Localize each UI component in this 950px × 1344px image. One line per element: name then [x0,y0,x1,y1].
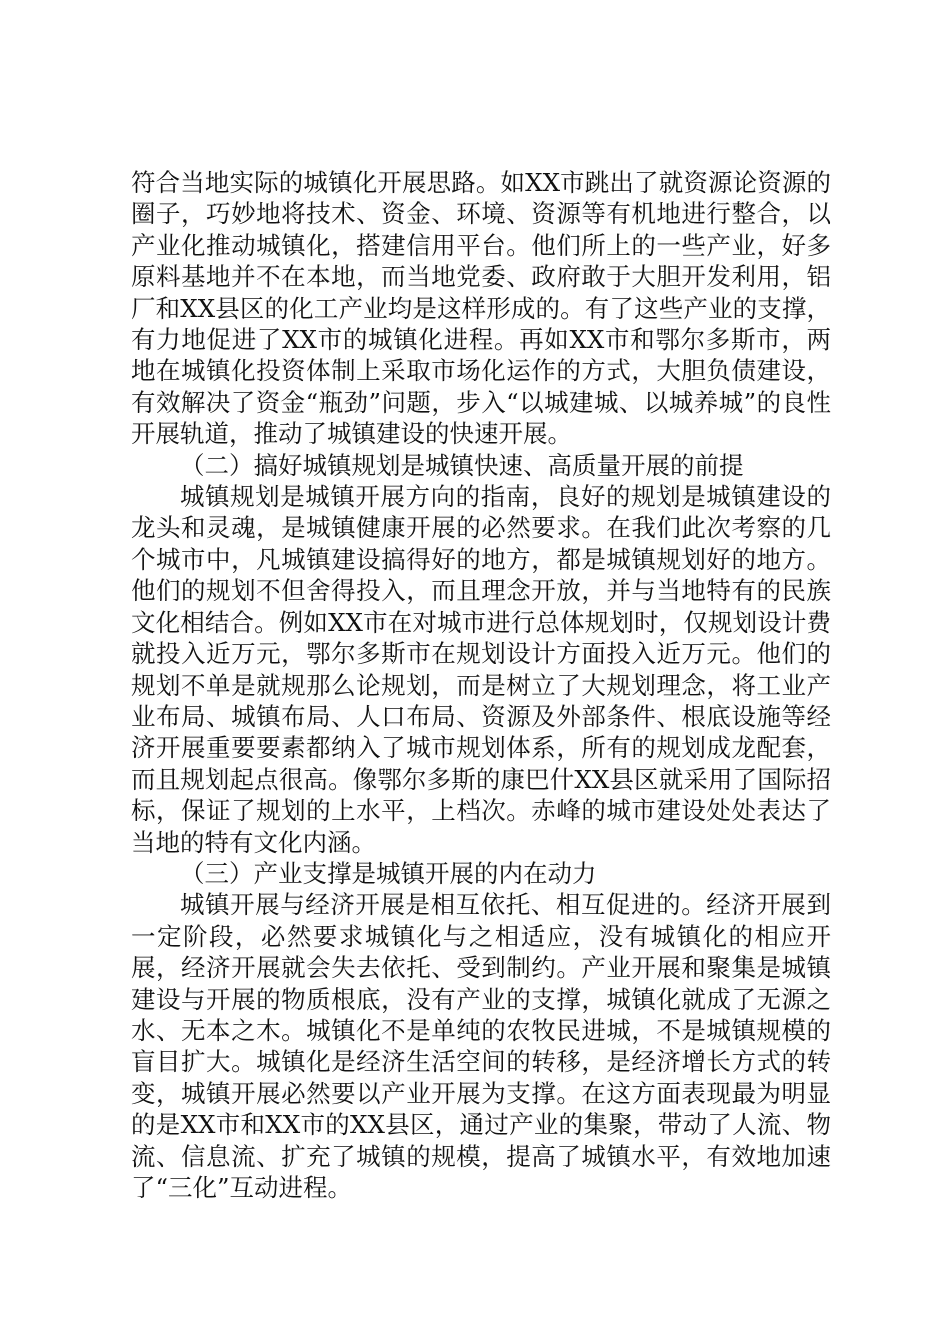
paragraph-industry-support: 城镇开展与经济开展是相互依托、相互促进的。经济开展到一定阶段，必然要求城镇化与之相适应，没有城镇化的相应开展，经济开展就会失去依托、受到制约。产业开展和聚集是城镇建设与开展的物质根底，没有产业的支撑，城镇化就成了无源之水、无本之木。城镇化不是单纯的农牧民进城，不是城镇规模的盲目扩大。城镇化是经济生活空间的转移，是经济增长方式的转变，城镇开展必然要以产业开展为支撑。在这方面表现最为明显的是XX市和XX市的XX县区，通过产业的集聚，带动了人流、物流、信息流、扩充了城镇的规模，提高了城镇水平，有效地加速了“三化”互动进程。 [131,890,831,1202]
section-heading-3: （三）产业支撑是城镇开展的内在动力 [180,858,597,888]
document-body [131,167,831,1203]
paragraph-continuation: 符合当地实际的城镇化开展思路。如XX市跳出了就资源论资源的圈子，巧妙地将技术、资金、环境、资源等有机地进行整合，以产业化推动城镇化，搭建信用平台。他们所上的一些产业，好多原料基地并不在本地，而当地党委、政府敢于大胆开发利用，铝厂和XX县区的化工产业均是这样形成的。有了这些产业的支撑，有力地促进了XX市的城镇化进程。再如XX市和鄂尔多斯市，两地在城镇化投资体制上采取市场化运作的方式，大胆负债建设，有效解决了资金“瓶劲”问题，步入“以城建城、以城养城”的良性开展轨道，推动了城镇建设的快速开展。 [131,168,831,449]
section-heading-2: （二）搞好城镇规划是城镇快速、高质量开展的前提 [180,450,744,480]
paragraph-urban-planning: 城镇规划是城镇开展方向的指南，良好的规划是城镇建设的龙头和灵魂，是城镇健康开展的必然要求。在我们此次考察的几个城市中，凡城镇建设搞得好的地方，都是城镇规划好的地方。他们的规划不但舍得投入，而且理念开放，并与当地特有的民族文化相结合。例如XX市在对城市进行总体规划时，仅规划设计费就投入近万元，鄂尔多斯市在规划设计方面投入近万元。他们的规划不单是就规那么论规划，而是树立了大规划理念，将工业产业布局、城镇布局、人口布局、资源及外部条件、根底设施等经济开展重要要素都纳入了城市规划体系，所有的规划成龙配套，而且规划起点很高。像鄂尔多斯的康巴什XX县区就采用了国际招标，保证了规划的上水平，上档次。赤峰的城市建设处处表达了当地的特有文化内涵。 [131,482,831,857]
